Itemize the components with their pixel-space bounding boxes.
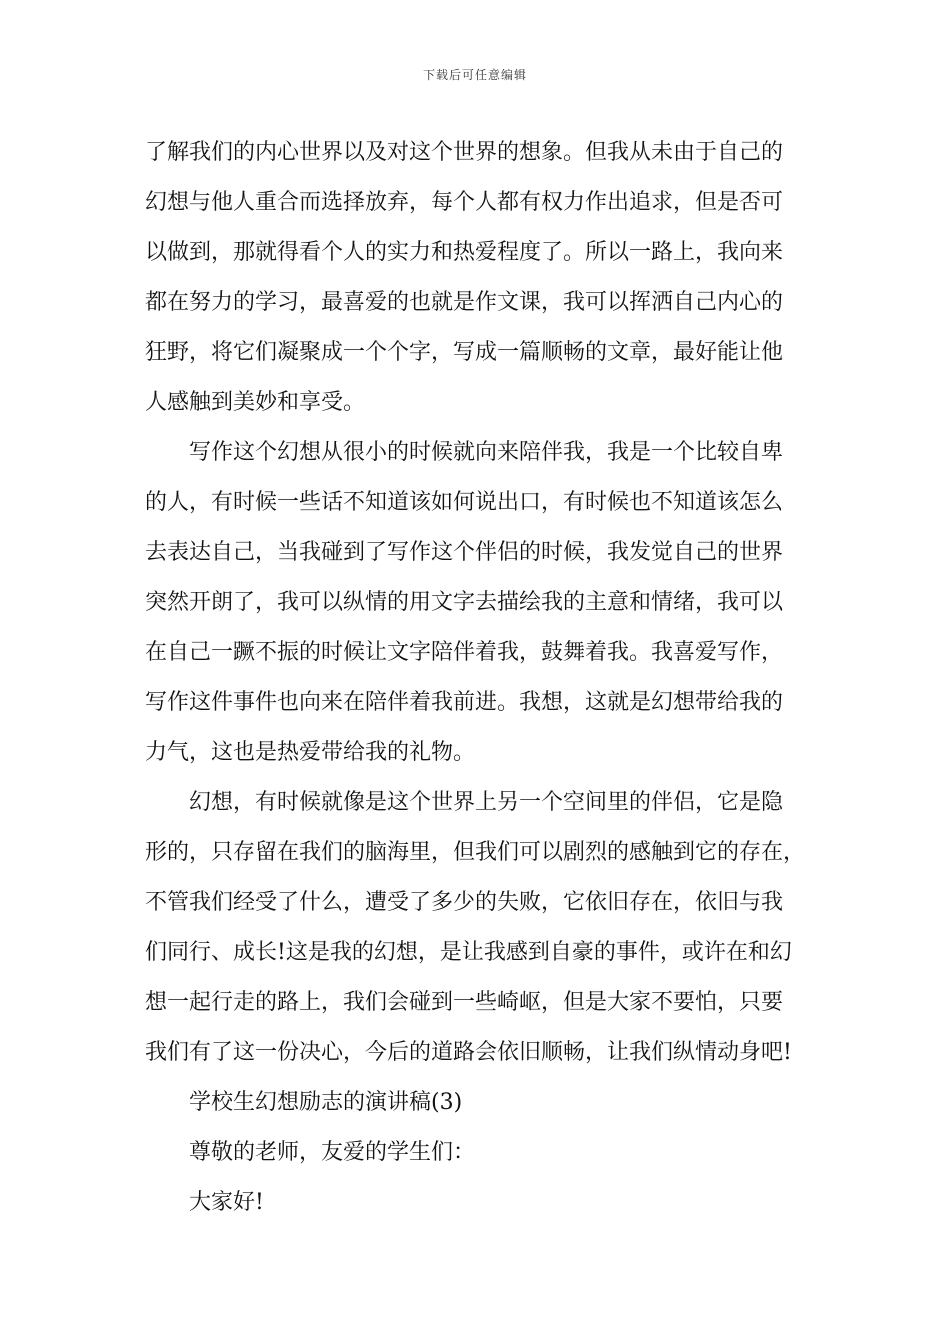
text-line: 都在努力的学习，最喜爱的也就是作文课，我可以挥洒自己内心的 (145, 290, 784, 315)
text-line: 学校生幻想励志的演讲稿(3) (189, 1090, 463, 1115)
text-line: 的人，有时候一些话不知道该如何说出口，有时候也不知道该怎么 (145, 490, 784, 515)
text-line: 以做到，那就得看个人的实力和热爱程度了。所以一路上，我向来 (145, 240, 784, 265)
text-line: 写作这件事件也向来在陪伴着我前进。我想，这就是幻想带给我的 (145, 690, 784, 715)
text-line: 幻想与他人重合而选择放弃，每个人都有权力作出追求，但是否可 (145, 190, 784, 215)
text-line: 们同行、成长!这是我的幻想，是让我感到自豪的事件，或许在和幻 (145, 940, 792, 965)
text-line: 想一起行走的路上，我们会碰到一些崎岖，但是大家不要怕，只要 (145, 990, 784, 1015)
text-line: 人感触到美妙和享受。 (145, 390, 366, 415)
text-line: 狂野，将它们凝聚成一个个字，写成一篇顺畅的文章，最好能让他 (145, 340, 784, 365)
text-line: 写作这个幻想从很小的时候就向来陪伴我，我是一个比较自卑 (189, 440, 784, 465)
text-line: 大家好! (189, 1190, 264, 1215)
text-line: 去表达自己，当我碰到了写作这个伴侣的时候，我发觉自己的世界 (145, 540, 784, 565)
text-line: 尊敬的老师，友爱的学生们： (189, 1140, 476, 1165)
text-line: 幻想，有时候就像是这个世界上另一个空间里的伴侣，它是隐 (189, 790, 784, 815)
document-body (145, 128, 810, 1228)
text-line: 形的，只存留在我们的脑海里，但我们可以剧烈的感触到它的存在， (145, 840, 806, 865)
text-line: 了解我们的内心世界以及对这个世界的想象。但我从未由于自己的 (145, 140, 784, 165)
text-line: 力气，这也是热爱带给我的礼物。 (145, 740, 476, 765)
text-line: 突然开朗了，我可以纵情的用文字去描绘我的主意和情绪，我可以 (145, 590, 784, 615)
text-line: 我们有了这一份决心，今后的道路会依旧顺畅，让我们纵情动身吧! (145, 1040, 792, 1065)
text-line: 不管我们经受了什么，遭受了多少的失败，它依旧存在，依旧与我 (145, 890, 784, 915)
text-line: 在自己一蹶不振的时候让文字陪伴着我，鼓舞着我。我喜爱写作， (145, 640, 784, 665)
page-header: 下载后可任意编辑 (422, 68, 527, 82)
